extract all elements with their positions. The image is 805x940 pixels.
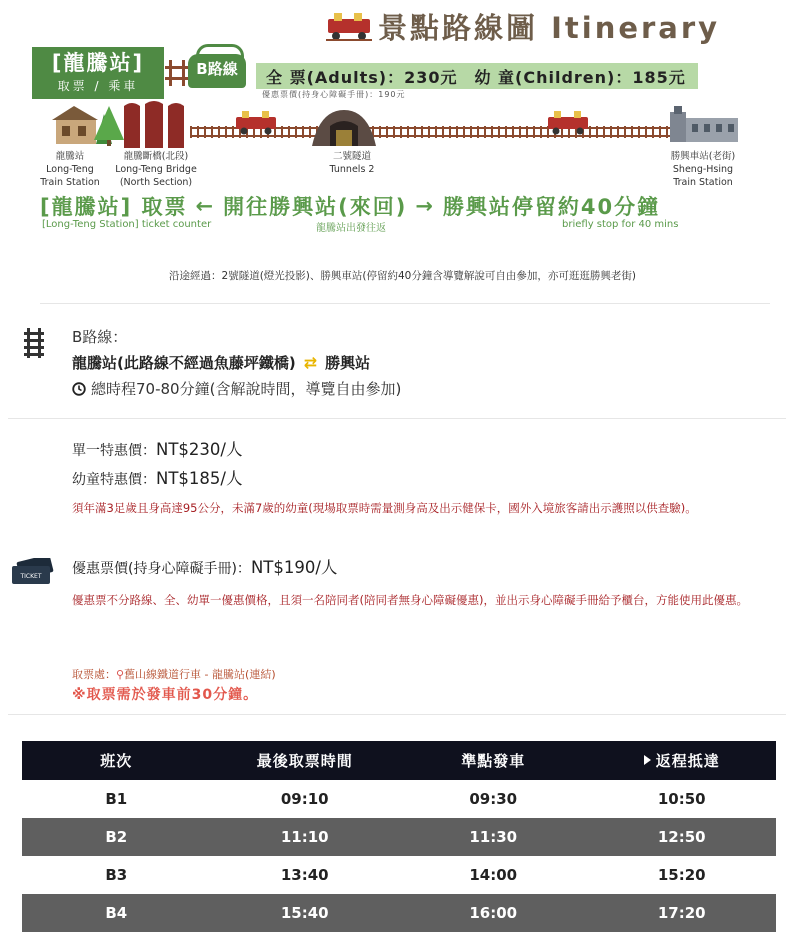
route-step-pickup: [龍騰站] 取票 xyxy=(40,195,188,219)
arrow-left-icon: ← xyxy=(195,194,216,218)
rail-track-icon xyxy=(165,60,189,86)
table-row xyxy=(22,780,776,818)
return-cell: 17:20 xyxy=(588,894,777,932)
return-cell: 15:20 xyxy=(657,866,706,884)
divider xyxy=(40,303,770,304)
trip-cell: B1 xyxy=(105,790,128,808)
play-triangle-icon xyxy=(644,755,651,765)
ticket-icon xyxy=(12,558,54,586)
swap-icon: ⇄ xyxy=(303,353,318,372)
timetable xyxy=(22,741,776,932)
single-price-value: NT$230/人 xyxy=(156,440,243,459)
table-row xyxy=(22,818,776,856)
table-row xyxy=(22,856,776,894)
departure-cell: 09:30 xyxy=(469,790,518,808)
via-text: 沿途經過：2號隧道(燈光投影)、勝興車站(停留約40分鐘含導覽解說可自由參加，亦可逛逛勝興老街) xyxy=(169,270,636,282)
discount-price-label: 優惠票價(持身心障礙手冊)： xyxy=(72,561,251,577)
col-header-last-ticket: 最後取票時間 xyxy=(211,741,400,780)
discount-price-row xyxy=(72,554,337,578)
stop-label-tunnel: 二號隧道 Tunnels 2 xyxy=(329,151,375,175)
route-duration xyxy=(72,378,401,399)
departure-cell: 11:30 xyxy=(399,818,588,856)
arrow-right-icon: → xyxy=(415,194,435,218)
line-b-label: B路線 xyxy=(196,60,238,78)
last-ticket-cell: 15:40 xyxy=(211,894,400,932)
pickup-link[interactable]: 舊山線鐵道行車 - 龍騰站(連結) xyxy=(124,668,276,681)
itinerary-title-text: 景點路線圖 Itinerary xyxy=(378,10,721,45)
route-flow xyxy=(40,190,660,222)
route-step-depart: 開往勝興站(來回) xyxy=(223,195,408,219)
departure-cell: 16:00 xyxy=(399,894,588,932)
route-title: B路線： xyxy=(72,328,128,346)
route-to: 勝興站 xyxy=(325,354,371,372)
route-duration-text: 總時程70-80分鐘(含解說時間，導覽自由參加) xyxy=(91,380,402,398)
stop-label-longteng: 龍騰站 Long-Teng Train Station xyxy=(40,151,100,188)
col-header-departure: 準點發車 xyxy=(399,741,588,780)
child-price-value: NT$185/人 xyxy=(156,469,243,488)
tunnel-icon xyxy=(312,108,376,146)
route-stations xyxy=(72,352,370,373)
single-price-label: 單一特惠價： xyxy=(72,443,156,459)
route-step-stop: 勝興站停留約40分鐘 xyxy=(442,195,661,219)
table-row xyxy=(22,894,776,932)
route-sub-stop: briefly stop for 40 mins xyxy=(562,219,679,230)
longteng-station-box xyxy=(32,47,164,99)
child-price-label: 幼童特惠價： xyxy=(72,472,156,488)
discount-price-note: 優惠票不分路線、全、幼單一優惠價格，且須一名陪同者(陪同者無身心障礙優惠)，並出示身心障礙手冊給予櫃台，方能使用此優惠。 xyxy=(72,593,748,607)
departure-cell: 14:00 xyxy=(469,866,518,884)
route-sub-depart: 龍騰站出發往返 xyxy=(316,223,386,234)
clock-icon xyxy=(72,382,86,396)
child-price-row xyxy=(72,465,242,489)
pickup-label: 取票處： xyxy=(72,668,116,681)
pickup-notice: ※取票需於發車前30分鐘。 xyxy=(72,687,259,703)
fare-note: 優惠票價(持身心障礙手冊)：190元 xyxy=(262,90,406,99)
trip-cell: B2 xyxy=(22,818,211,856)
route-from: 龍騰站(此路線不經過魚藤坪鐵橋) xyxy=(72,354,296,372)
trip-cell: B3 xyxy=(105,866,128,884)
map-pin-icon: ⚲ xyxy=(116,668,125,681)
route-sub-pickup: [Long-Teng Station] ticket counter xyxy=(42,219,212,230)
rail-bike-icon xyxy=(326,11,372,41)
pickup-location xyxy=(72,666,276,682)
trip-cell: B4 xyxy=(22,894,211,932)
last-ticket-cell: 11:10 xyxy=(211,818,400,856)
itinerary-title xyxy=(326,6,720,46)
last-ticket-cell: 13:40 xyxy=(280,866,329,884)
stop-label-bridge: 龍騰斷橋(北段) Long-Teng Bridge (North Section) xyxy=(115,151,197,188)
route-info xyxy=(20,318,780,408)
station-name: [龍騰站] xyxy=(51,51,145,75)
price-section xyxy=(20,430,790,710)
col-header-return: 返程抵達 xyxy=(588,741,777,780)
line-b-tag xyxy=(188,44,248,90)
svg-text:TICKET: TICKET xyxy=(20,573,42,580)
stop-label-shenghsing: 勝興車站(老街) Sheng-Hsing Train Station xyxy=(670,151,736,188)
timetable-header-row xyxy=(22,741,776,780)
return-cell: 10:50 xyxy=(657,790,706,808)
track-icon xyxy=(24,328,44,358)
bridge-ruins-icon xyxy=(122,100,186,148)
single-price-row xyxy=(72,436,242,460)
rail-bike-icon xyxy=(546,109,590,135)
return-cell: 12:50 xyxy=(588,818,777,856)
last-ticket-cell: 09:10 xyxy=(280,790,329,808)
divider xyxy=(8,714,786,715)
child-price-note: 須年滿3足歲且身高達95公分，未滿7歲的幼童(現場取票時需量測身高及出示健保卡，國外入境旅客請出示護照以供查驗)。 xyxy=(72,501,697,515)
col-header-trip: 班次 xyxy=(22,741,211,780)
rail-bike-icon xyxy=(234,109,278,135)
discount-price-value: NT$190/人 xyxy=(250,558,338,577)
fare-bar: 全 票(Adults)：230元 幼 童(Children)：185元 xyxy=(256,63,698,89)
divider xyxy=(8,418,786,419)
tree-icon xyxy=(94,106,124,146)
station-building-icon xyxy=(670,104,738,142)
itinerary-banner xyxy=(0,0,805,300)
station-sub: 取票 / 乘車 xyxy=(57,79,139,93)
